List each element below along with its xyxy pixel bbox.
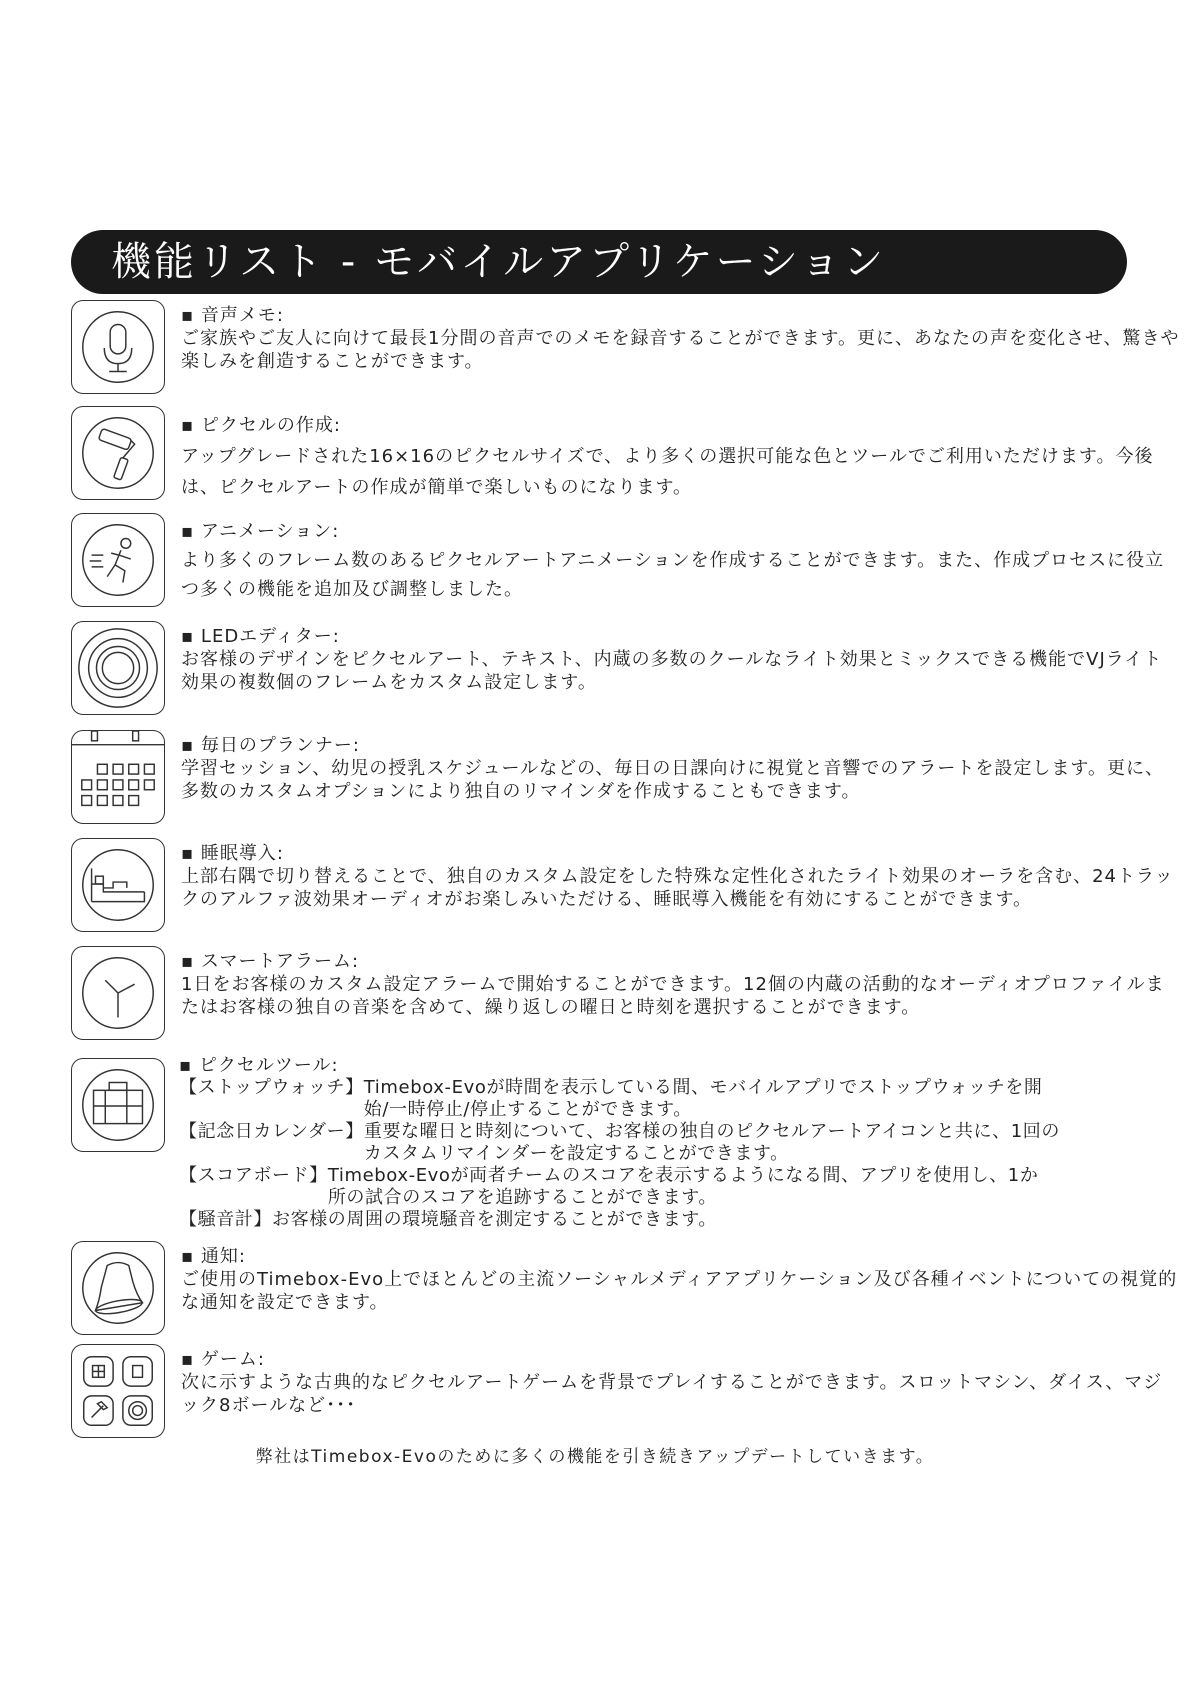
feature-description: お客様のデザインをピクセルアート、テキスト、内蔵の多数のクールなライト効果とミックスできる機能でVJライト効果の複数個のフレームをカスタム設定します。 [181, 649, 1163, 693]
footer-note: 弊社はTimebox-Evoのために多くの機能を引き続きアップデートしていきます。 [255, 1447, 935, 1467]
feature-title: ▪ 音声メモ: [181, 304, 1181, 327]
tool-description: Timebox-Evoが時間を表示している間、モバイルアプリでストップウォッチを開始/一時停止/停止することができます。 [363, 1077, 1043, 1120]
games-grid-icon [71, 1344, 165, 1438]
feature-description: 学習セッション、幼児の授乳スケジュールなどの、毎日の日課向けに視覚と音響でのアラートを設定します。更に、多数のカスタムオプションにより独自のリマインダを作成することもできます。 [181, 758, 1164, 802]
concentric-circles-icon [71, 621, 165, 715]
running-figure-icon [71, 513, 165, 607]
feature-description: 1日をお客様のカスタム設定アラームで開始することができます。12個の内蔵の活動的なオーディオプロファイルまたはお客様の独自の音楽を含めて、繰り返しの曜日と時刻を選択することができます。 [181, 974, 1165, 1018]
page-title: 機能リスト - モバイルアプリケーション [111, 239, 887, 285]
feature-title: ▪ ゲーム: [181, 1348, 1181, 1371]
feature-description: ご家族やご友人に向けて最長1分間の音声でのメモを録音することができます。更に、あなたの声を変化させ、驚きや楽しみを創造することができます。 [181, 328, 1180, 372]
feature-title: ▪ ピクセルツール: [179, 1054, 1179, 1077]
title-banner [71, 230, 1127, 294]
tool-name: 【ストップウォッチ】 [179, 1077, 364, 1098]
tool-noise-meter [179, 1209, 1179, 1231]
tool-stopwatch [179, 1077, 1179, 1121]
bed-icon [71, 838, 165, 932]
bell-icon [71, 1241, 165, 1335]
feature-title: ▪ ピクセルの作成: [181, 410, 1181, 441]
feature-title: ▪ 通知: [181, 1245, 1181, 1268]
tool-scoreboard [179, 1165, 1179, 1209]
microphone-icon [71, 300, 165, 394]
feature-title: ▪ LEDエディター: [181, 625, 1181, 648]
tool-anniversary-calendar [179, 1121, 1179, 1165]
feature-title: ▪ スマートアラーム: [181, 950, 1181, 973]
feature-title: ▪ アニメーション: [181, 517, 1181, 546]
feature-description: より多くのフレーム数のあるピクセルアートアニメーションを作成することができます。また、作成プロセスに役立つ多くの機能を追加及び調整しました。 [181, 550, 1165, 600]
tool-description: お客様の周囲の環境騒音を測定することができます。 [272, 1209, 717, 1230]
calendar-icon [71, 730, 165, 824]
feature-title: ▪ 睡眠導入: [181, 842, 1181, 865]
clock-icon [71, 946, 165, 1040]
tool-name: 【騒音計】 [179, 1209, 272, 1230]
feature-title: ▪ 毎日のプランナー: [181, 734, 1181, 757]
feature-description: 上部右隅で切り替えることで、独自のカスタム設定をした特殊な定性化されたライト効果のオーラを含む、24トラックのアルファ波効果オーディオがお楽しみいただける、睡眠導入機能を有効にすることができます。 [181, 866, 1174, 910]
tool-name: 【記念日カレンダー】 [179, 1121, 364, 1142]
paint-roller-icon [71, 406, 165, 500]
toolbox-icon [71, 1058, 165, 1152]
feature-description: ご使用のTimebox-Evo上でほとんどの主流ソーシャルメディアアプリケーション及び各種イベントについての視覚的な通知を設定できます。 [181, 1269, 1178, 1313]
tool-name: 【スコアボード】 [179, 1165, 328, 1186]
tool-description: Timebox-Evoが両者チームのスコアを表示するようになる間、アプリを使用し、1か所の試合のスコアを追跡することができます。 [327, 1165, 1039, 1208]
tool-description: 重要な曜日と時刻について、お客様の独自のピクセルアートアイコンと共に、1回のカスタムリマインダーを設定することができます。 [363, 1121, 1060, 1164]
feature-description: 次に示すような古典的なピクセルアートゲームを背景でプレイすることができます。スロットマシン、ダイス、マジック8ボールなど･･･ [181, 1372, 1163, 1416]
feature-description: アップグレードされた16×16のピクセルサイズで、より多くの選択可能な色とツールでご利用いただけます。今後は、ピクセルアートの作成が簡単で楽しいものになります。 [181, 446, 1154, 498]
